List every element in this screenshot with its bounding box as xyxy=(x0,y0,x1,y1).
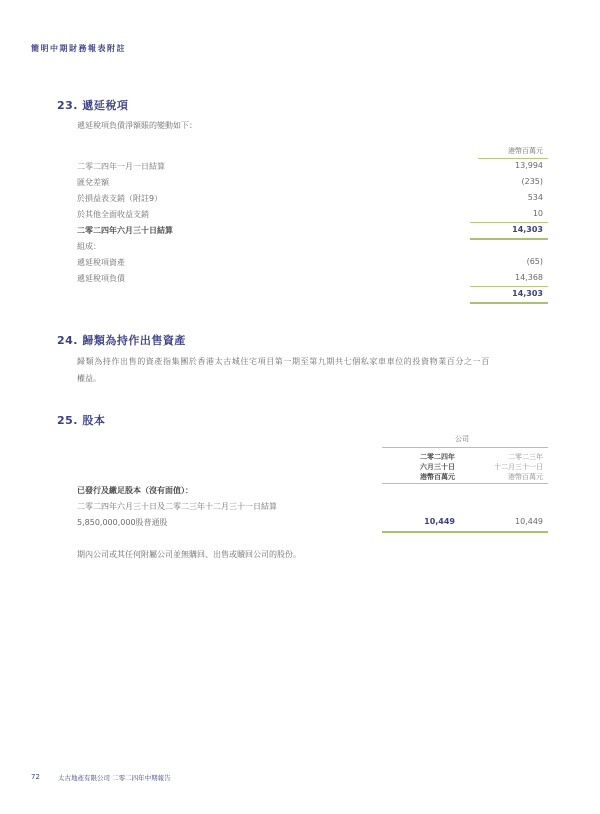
divider xyxy=(470,286,548,287)
section-24-para: 歸類為持作出售的資產指集團於香港太古城住宅項目第一期至第九期共七個私家車車位的投資物業百分之一百 xyxy=(77,357,490,366)
row-label: 匯兌差額 xyxy=(77,178,109,187)
divider xyxy=(382,483,548,484)
page-number: 72 xyxy=(31,773,40,781)
running-header: 簡明中期財務報表附註 xyxy=(31,44,126,53)
divider xyxy=(470,238,548,240)
col-2024-unit: 港幣百萬元 xyxy=(420,473,455,481)
divider xyxy=(478,158,548,159)
share-capital-label: 5,850,000,000股普通股 xyxy=(77,518,168,527)
row-value: 14,303 xyxy=(512,289,543,298)
col-2024-date: 六月三十日 xyxy=(420,463,455,471)
share-capital-2024: 10,449 xyxy=(424,517,455,526)
share-capital-title: 已發行及繳足股本（沒有面值）： xyxy=(77,486,193,495)
divider xyxy=(382,447,548,448)
divider xyxy=(382,531,548,533)
row-value: 534 xyxy=(527,193,543,202)
row-value: 13,994 xyxy=(515,161,543,170)
section-25-note: 期內公司或其任何附屬公司並無購回、出售或贖回公司的股份。 xyxy=(77,550,301,559)
row-label: 組成： xyxy=(77,242,101,251)
col-2024-header xyxy=(420,452,455,482)
row-label: 於損益表支銷（附註9） xyxy=(77,194,163,203)
company-label: 公司 xyxy=(455,435,469,443)
col-2023-unit: 港幣百萬元 xyxy=(508,473,543,481)
row-value: (65) xyxy=(526,257,543,266)
row-value: 14,368 xyxy=(515,273,543,282)
row-label: 二零二四年六月三十日結算 xyxy=(77,226,173,235)
unit-label: 港幣百萬元 xyxy=(508,147,543,155)
footer-text: 太古地產有限公司 二零二四年中期報告 xyxy=(58,774,171,782)
section-24-title: 24. 歸類為持作出售資產 xyxy=(57,334,186,347)
section-23-title: 23. 遞延稅項 xyxy=(57,99,129,112)
section-24-para-cont: 權益。 xyxy=(77,374,101,383)
section-23-intro: 遞延稅項負債淨額賬的變動如下： xyxy=(77,121,197,130)
row-label: 遞延稅項負債 xyxy=(77,274,125,283)
section-25-title: 25. 股本 xyxy=(57,414,106,427)
row-label: 於其他全面收益支銷 xyxy=(77,210,149,219)
row-value: (235) xyxy=(521,177,543,186)
share-capital-2023: 10,449 xyxy=(515,517,543,526)
row-label: 遞延稅項資產 xyxy=(77,258,125,267)
col-2024-year: 二零二四年 xyxy=(420,453,455,461)
col-2023-header xyxy=(494,452,543,482)
divider xyxy=(470,302,548,304)
col-2023-year: 二零二三年 xyxy=(508,453,543,461)
share-capital-sub: 二零二四年六月三十日及二零二三年十二月三十一日結算 xyxy=(77,502,277,511)
col-2023-date: 十二月三十一日 xyxy=(494,463,543,471)
row-label: 二零二四年一月一日結算 xyxy=(77,162,165,171)
divider xyxy=(470,222,548,223)
row-value: 14,303 xyxy=(512,225,543,234)
row-value: 10 xyxy=(532,209,543,218)
